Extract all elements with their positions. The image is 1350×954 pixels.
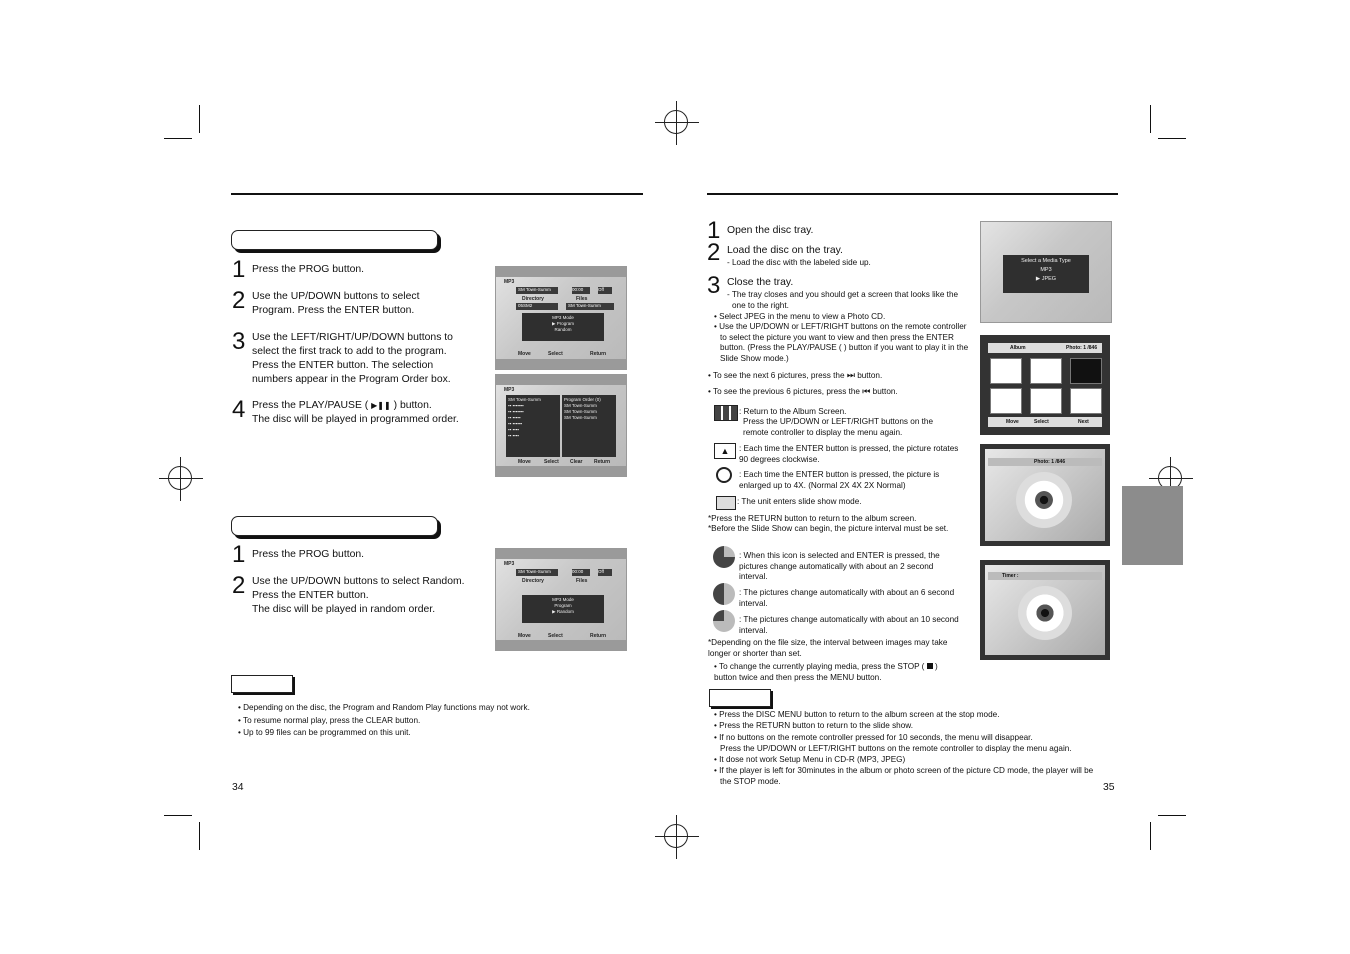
icon-desc: : Each time the ENTER button is pressed, the picture is enlarged up to 4X. (Normal 2X 4X 2X Normal)	[739, 470, 940, 490]
step-text-part: Press the ENTER button.	[252, 590, 369, 601]
screenshot-select-media	[980, 221, 1112, 323]
bullet-text: • To change the currently playing media, press the STOP (	[714, 662, 925, 671]
screen-return: Return	[590, 351, 607, 357]
icon-desc: : The pictures change automatically with about an 6 second interval.	[739, 588, 955, 608]
album-next: Next	[1078, 419, 1089, 425]
note-item: • It dose not work Setup Menu in CD-R (MP3, JPEG)	[714, 755, 906, 764]
screen-files: Files	[576, 578, 588, 584]
screen-label: MP3	[504, 561, 515, 567]
rotate-icon: ▲	[714, 443, 736, 459]
icon-desc: : When this icon is selected and ENTER is pressed, the pictures change automatically with about an 2 second interval.	[739, 551, 940, 581]
crop-mark	[1158, 815, 1186, 816]
bullet-text: button.	[872, 387, 898, 396]
zoom-icon	[716, 467, 732, 483]
bullet-next	[708, 370, 958, 382]
album-move: Move	[1006, 419, 1019, 425]
screen-select: Select	[544, 459, 559, 465]
flower-image	[1018, 586, 1072, 640]
step-text: Use the LEFT/RIGHT/UP/DOWN buttons to select the first track to add to the program. Press the ENTER button. The selection numbers appear in the Program Order box.	[252, 332, 453, 385]
screen-file-list: SM Town-Summ ▪▪ ▪▪▪▪▪▪▪ ▪▪ ▪▪▪▪▪▪▪ ▪▪ ▪▪▪▪▪ ▪▪ ▪▪▪▪▪▪ ▪▪ ▪▪▪▪ ▪▪ ▪▪▪▪	[506, 395, 560, 457]
next-icon: ⏭	[846, 370, 855, 380]
note-item: • If no buttons on the remote controller pressed for 10 seconds, the menu will disappear.	[714, 733, 1033, 742]
icon-desc: : Each time the ENTER button is pressed, the picture rotates 90 degrees clockwise.	[739, 444, 959, 464]
note-item: Press the UP/DOWN or LEFT/RIGHT buttons on the remote controller to display the menu again.	[720, 744, 1072, 753]
crop-mark	[164, 138, 192, 139]
step-number: 4	[232, 396, 246, 423]
bullet-prev	[708, 386, 958, 398]
screen-files: Files	[576, 296, 588, 302]
screen-move: Move	[518, 351, 531, 357]
file-item: SM Town-Summ	[508, 397, 541, 402]
screen-program-order-box	[562, 395, 616, 457]
step-subtext: - The tray closes and you should get a screen that looks like the one to the right.	[727, 290, 959, 310]
step-text	[252, 399, 482, 427]
step-subtext: - Load the disc with the labeled side up.	[727, 258, 871, 267]
note-item: • To resume normal play, press the CLEAR button.	[238, 716, 421, 725]
bullet-text: button.	[857, 371, 883, 380]
crop-mark	[1150, 822, 1151, 850]
screen-title: SM Town-Summ	[516, 287, 558, 294]
screen-mode-popup	[522, 595, 604, 623]
step-text: Press the PROG button.	[252, 264, 365, 275]
screenshot-mp3-program-menu	[495, 266, 627, 370]
popup-item-label: Random	[556, 609, 574, 614]
step-text: Press the PROG button.	[252, 549, 365, 560]
crop-mark	[1158, 138, 1186, 139]
screenshot-photo-view	[980, 444, 1110, 546]
photo-counter: Photo: 1 /846	[1034, 459, 1066, 465]
screen-off: Off	[598, 569, 612, 576]
media-menu-item: MP3	[1040, 267, 1052, 273]
bullet-text: • To see the previous 6 pictures, press the	[708, 387, 860, 396]
screenshot-program-order	[495, 374, 627, 477]
album-select: Select	[1034, 419, 1049, 425]
step-number: 2	[232, 287, 246, 314]
screen-label: MP3	[504, 387, 515, 393]
step-text-part: The disc will be played in programmed order.	[252, 414, 459, 425]
note-item: • Up to 99 files can be programmed on this unit.	[238, 728, 411, 737]
thumbnail	[990, 358, 1022, 384]
media-menu-label: JPEG	[1041, 276, 1057, 282]
page-number: 35	[1103, 782, 1115, 793]
screen-move: Move	[518, 459, 531, 465]
step-text-part: The disc will be played in random order.	[252, 604, 436, 615]
bullet-item: • Use the UP/DOWN or LEFT/RIGHT buttons on the remote controller to select the picture you want to view and then press the ENTER button. (Press the PLAY/PAUSE ( ) button if you want to play it in the Slide Show mode.)	[714, 322, 969, 363]
popup-item: Program	[554, 603, 572, 608]
screen-return: Return	[594, 459, 611, 465]
program-entry: SM Town-Summ	[564, 415, 597, 420]
step-text-part: Use the UP/DOWN buttons to select Random.	[252, 576, 465, 587]
album-title: Album	[1010, 345, 1026, 351]
screen-time: 00:00	[572, 287, 590, 294]
screenshot-timer	[980, 560, 1110, 660]
popup-item: ▶ Program	[552, 321, 574, 326]
interval-6s-icon	[713, 583, 735, 605]
note-item: • Press the DISC MENU button to return to the album screen at the stop mode.	[714, 710, 1000, 719]
media-menu-item: ▶ JPEG	[1035, 276, 1057, 282]
media-menu	[1003, 255, 1089, 293]
screen-folder: 05SM2	[516, 303, 558, 310]
screen-clear: Clear	[570, 459, 583, 465]
screenshot-album	[980, 335, 1110, 435]
thumbnail	[1070, 358, 1102, 384]
popup-item: MP3 Mode	[552, 597, 574, 602]
step-number: 3	[707, 272, 721, 299]
step-text-part: ) button.	[393, 400, 432, 411]
timer-label: Timer :	[1002, 573, 1019, 579]
step-number: 1	[232, 256, 246, 283]
photo-counter: Photo: 1 /846	[1066, 345, 1098, 351]
registration-mark	[664, 110, 688, 134]
popup-item: ▶ Random	[552, 609, 574, 614]
bullet-item: • Select JPEG in the menu to view a Photo CD.	[714, 312, 886, 321]
header-rule	[707, 193, 1118, 195]
play-pause-icon: ▶❚❚	[371, 401, 391, 410]
program-entry: SM Town-Summ	[564, 403, 597, 408]
page-number: 34	[232, 782, 244, 793]
crop-mark	[1150, 105, 1151, 133]
note-line: *Before the Slide Show can begin, the picture interval must be set.	[708, 524, 949, 533]
screen-title: SM Town-Summ	[566, 303, 614, 310]
screenshot-mp3-random-menu	[495, 548, 627, 651]
step-text-part: Press the PLAY/PAUSE (	[252, 400, 369, 411]
screen-directory: Directory	[522, 296, 544, 302]
screen-title: SM Town-Summ	[516, 569, 558, 576]
registration-mark	[664, 824, 688, 848]
bullet-text: ) button twice and then press the MENU button.	[714, 662, 938, 682]
note-line: *Depending on the file size, the interval between images may take longer or shorter than set.	[708, 638, 948, 658]
note-box	[231, 675, 293, 693]
screen-directory: Directory	[522, 578, 544, 584]
screen-return: Return	[590, 633, 607, 639]
thumbnail	[1070, 388, 1102, 414]
media-menu-title: Select a Media Type	[1021, 258, 1071, 264]
note-item: • Press the RETURN button to return to the slide show.	[714, 721, 914, 730]
thumbnail	[1030, 358, 1062, 384]
popup-item: Random	[554, 327, 572, 332]
step-text: Load the disc on the tray.	[727, 245, 843, 256]
note-box	[709, 689, 771, 707]
section-box-random	[231, 516, 438, 536]
step-text: Open the disc tray.	[727, 225, 814, 236]
flower-image	[1016, 472, 1072, 528]
section-box-program	[231, 230, 438, 250]
screen-time: 00:00	[572, 569, 590, 576]
interval-10s-icon	[713, 610, 735, 632]
slideshow-icon	[716, 496, 736, 510]
program-entry: SM Town-Summ	[564, 409, 597, 414]
screen-select: Select	[548, 633, 563, 639]
bullet-text: • To see the next 6 pictures, press the	[708, 371, 845, 380]
stop-icon	[927, 663, 933, 669]
program-order-title: Program Order (0)	[564, 397, 601, 402]
interval-2s-icon	[713, 546, 735, 568]
popup-item: MP3 Mode	[552, 315, 574, 320]
step-number: 1	[232, 541, 246, 568]
icon-desc: Press the UP/DOWN or LEFT/RIGHT buttons on the remote controller to display the menu again.	[743, 417, 934, 437]
step-number: 3	[232, 328, 246, 355]
album-grid-icon	[714, 405, 738, 421]
icon-desc: : Return to the Album Screen.	[739, 407, 847, 416]
step-number: 1	[707, 217, 721, 244]
screen-mode-popup	[522, 313, 604, 341]
registration-mark	[168, 466, 192, 490]
note-item: • Depending on the disc, the Program and Random Play functions may not work.	[238, 703, 530, 712]
crop-mark	[164, 815, 192, 816]
note-line: *Press the RETURN button to return to the album screen.	[708, 514, 917, 523]
step-number: 2	[707, 239, 721, 266]
thumbnail	[1030, 388, 1062, 414]
stop-bullet	[714, 662, 954, 683]
note-item: • If the player is left for 30minutes in the album or photo screen of the picture CD mode, the player will be the STOP mode.	[714, 766, 1094, 786]
step-text: Use the UP/DOWN buttons to select Program. Press the ENTER button.	[252, 291, 420, 316]
screen-select: Select	[548, 351, 563, 357]
header-rule	[231, 193, 643, 195]
screen-label: MP3	[504, 279, 515, 285]
previous-icon: ⏮	[862, 386, 871, 396]
step-text: Close the tray.	[727, 277, 794, 288]
crop-mark	[199, 822, 200, 850]
crop-mark	[199, 105, 200, 133]
step-number: 2	[232, 572, 246, 599]
screen-move: Move	[518, 633, 531, 639]
popup-item-label: Program	[556, 321, 574, 326]
icon-desc: : The pictures change automatically with about an 10 second interval.	[739, 615, 959, 635]
chapter-tab	[1122, 486, 1183, 565]
icon-desc: : The unit enters slide show mode.	[737, 497, 862, 506]
thumbnail	[990, 388, 1022, 414]
screen-off: Off	[598, 287, 612, 294]
step-text	[252, 575, 482, 617]
